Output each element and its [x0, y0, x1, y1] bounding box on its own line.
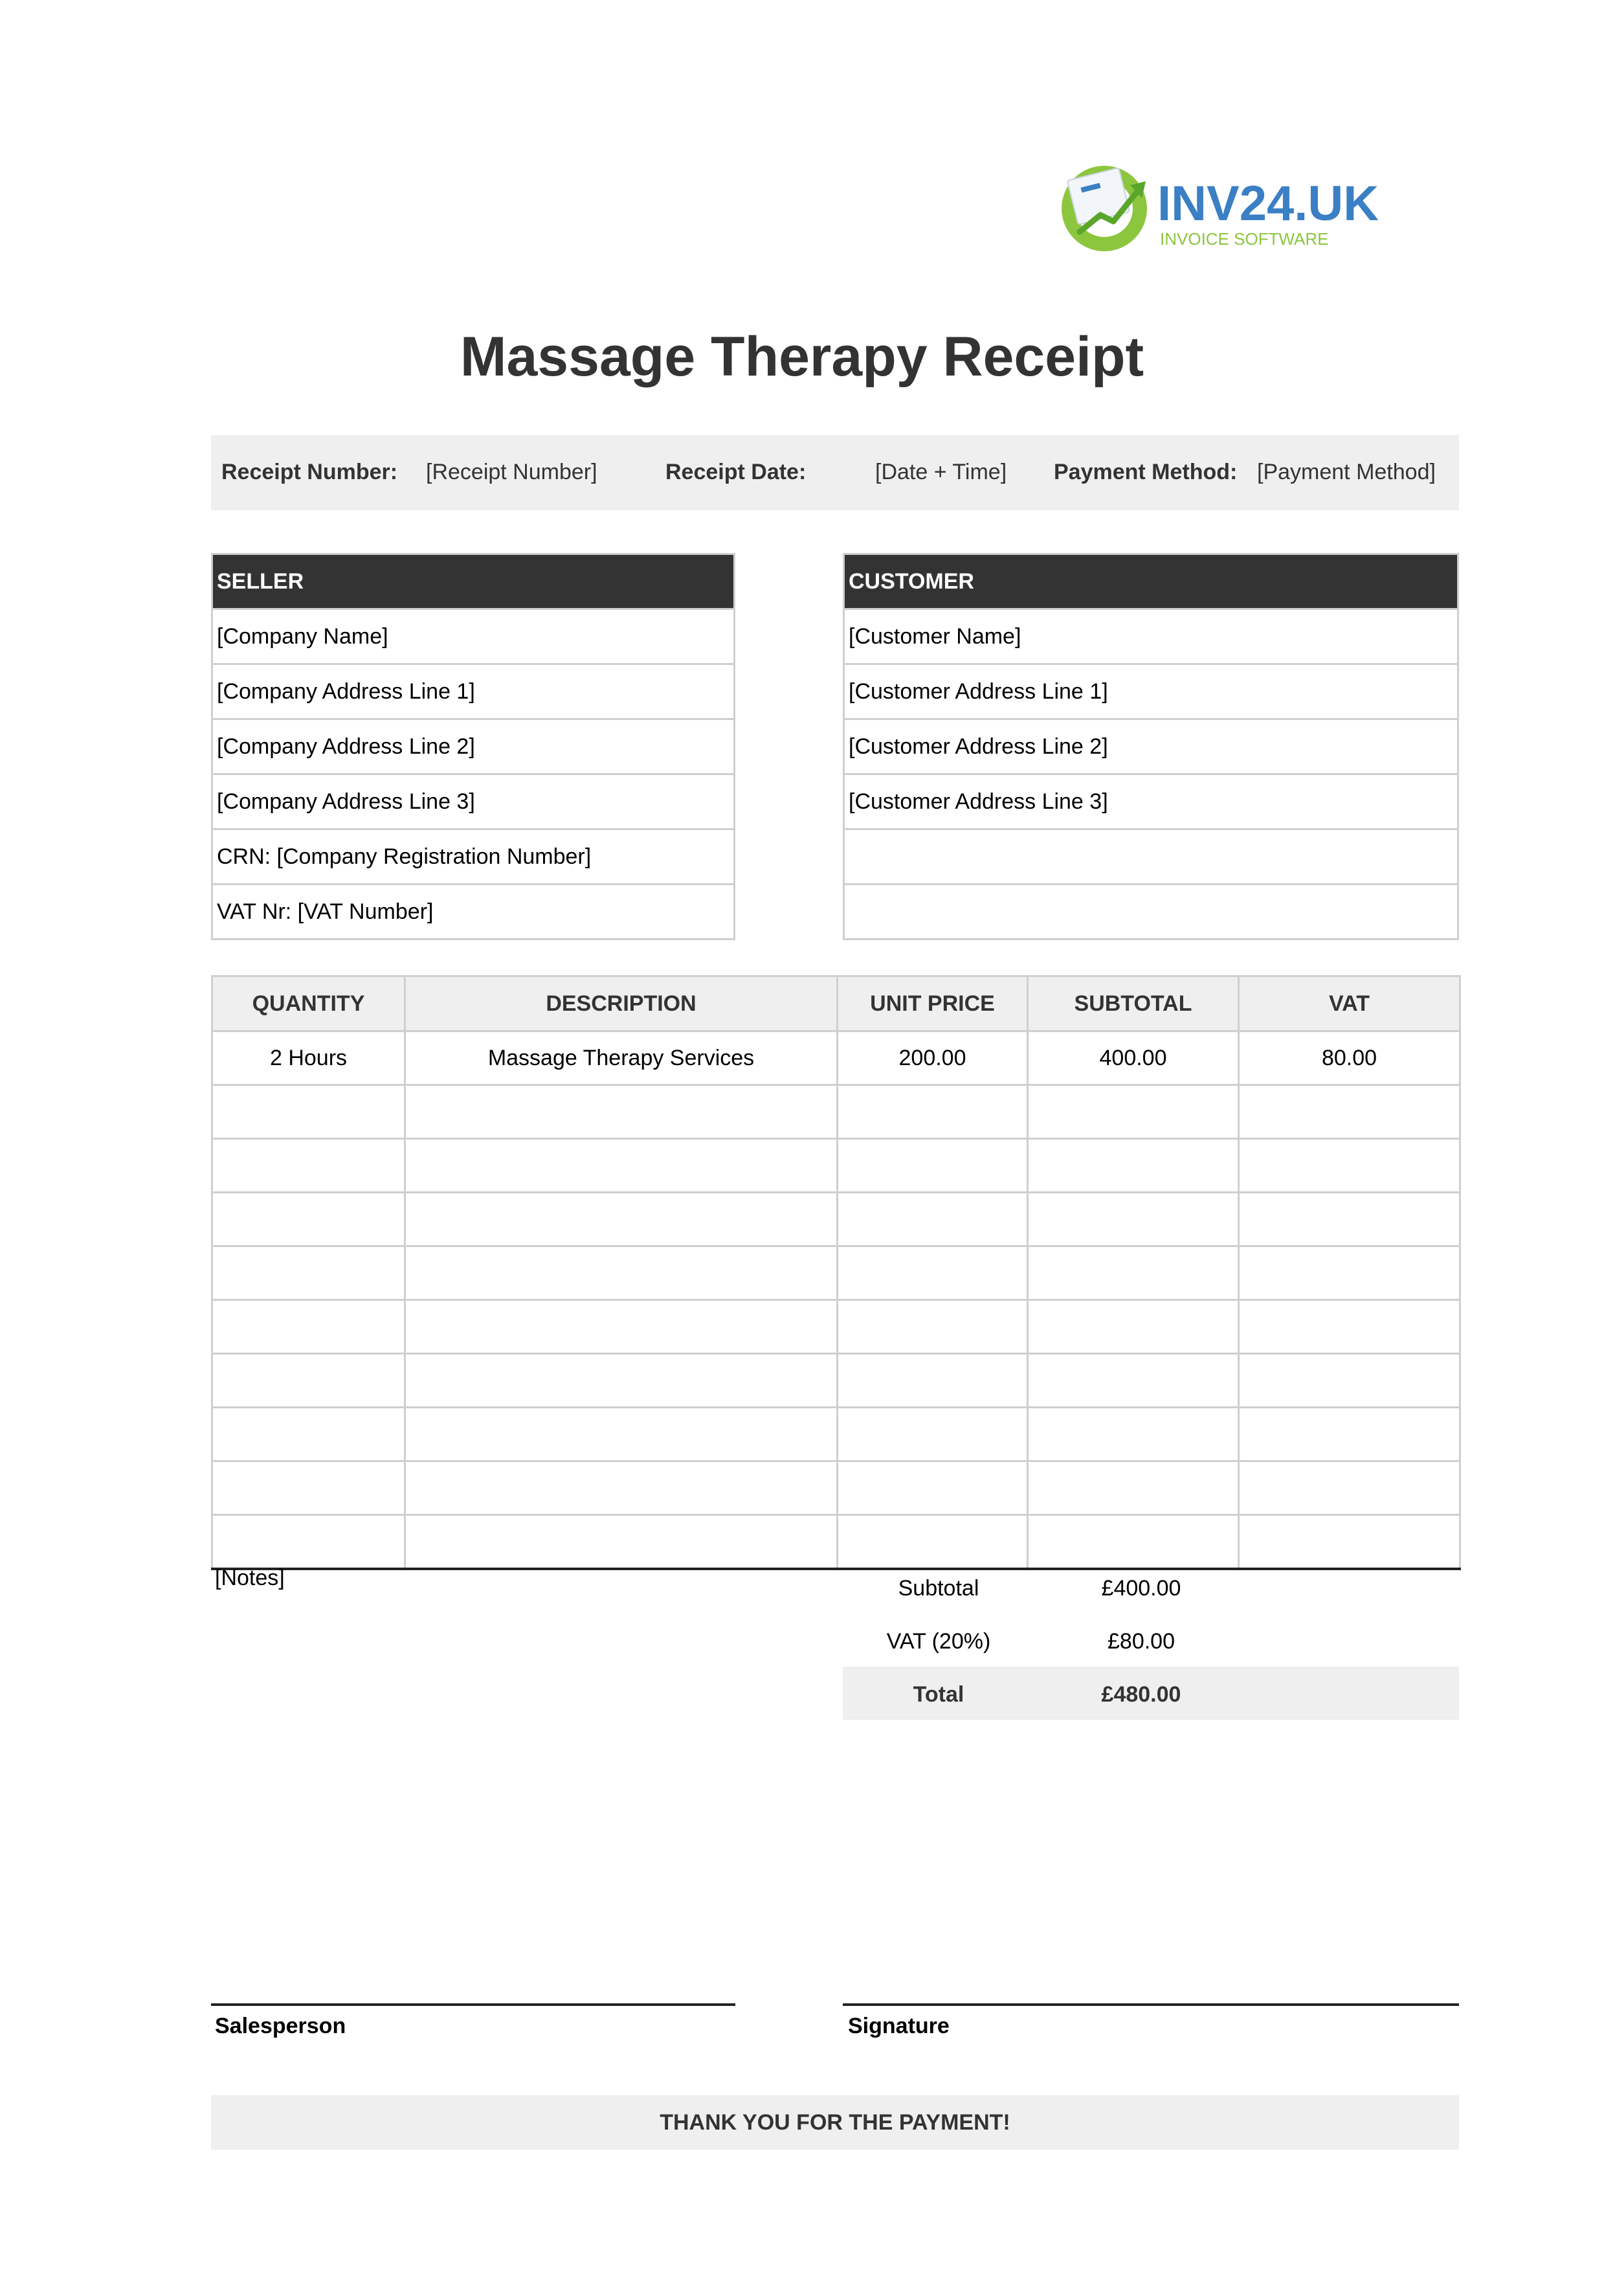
total-label: Total — [913, 1682, 964, 1707]
logo-brand: INV24.UK — [1157, 176, 1379, 231]
col-header-unit-price: UNIT PRICE — [838, 976, 1028, 1031]
receipt-meta-bar — [211, 435, 1459, 510]
signature-label: Signature — [848, 2014, 950, 2038]
cell-description — [405, 1246, 838, 1300]
cell-vat: 80.00 — [1239, 1031, 1460, 1085]
table-row — [212, 1193, 1460, 1246]
table-row — [212, 1300, 1460, 1354]
cell-description — [405, 1408, 838, 1461]
cell-unit-price — [838, 1300, 1028, 1354]
table-row — [212, 1461, 1460, 1515]
cell-subtotal — [1028, 1354, 1239, 1408]
cell-quantity — [212, 1193, 405, 1246]
seller-crn: CRN: [Company Registration Number] — [212, 829, 735, 884]
cell-unit-price: 200.00 — [838, 1031, 1028, 1085]
customer-empty-line — [844, 829, 1458, 884]
cell-quantity — [212, 1085, 405, 1139]
cell-unit-price — [838, 1461, 1028, 1515]
cell-vat — [1239, 1408, 1460, 1461]
total-value: £480.00 — [1101, 1682, 1181, 1707]
seller-address-line-2: [Company Address Line 2] — [212, 719, 735, 774]
seller-heading: SELLER — [212, 554, 735, 609]
vat-value: £80.00 — [1108, 1629, 1175, 1654]
seller-table — [211, 553, 735, 940]
table-row — [212, 1085, 1460, 1139]
table-row — [212, 1246, 1460, 1300]
cell-description — [405, 1300, 838, 1354]
payment-method-value: [Payment Method] — [1257, 460, 1436, 484]
salesperson-signature-line — [211, 2003, 735, 2006]
vat-row — [843, 1614, 1459, 1667]
vat-label: VAT (20%) — [886, 1629, 991, 1654]
items-header-row — [212, 976, 1460, 1031]
subtotal-value: £400.00 — [1101, 1576, 1181, 1601]
cell-quantity — [212, 1246, 405, 1300]
customer-name: [Customer Name] — [844, 609, 1458, 664]
cell-description — [405, 1193, 838, 1246]
col-header-subtotal: SUBTOTAL — [1028, 976, 1239, 1031]
cell-unit-price — [838, 1354, 1028, 1408]
customer-address-line-3: [Customer Address Line 3] — [844, 774, 1458, 829]
col-header-description: DESCRIPTION — [405, 976, 838, 1031]
cell-vat — [1239, 1139, 1460, 1193]
cell-subtotal — [1028, 1139, 1239, 1193]
cell-subtotal — [1028, 1085, 1239, 1139]
cell-vat — [1239, 1246, 1460, 1300]
subtotal-row — [843, 1560, 1459, 1614]
cell-quantity — [212, 1461, 405, 1515]
items-table — [211, 975, 1461, 1570]
cell-unit-price — [838, 1193, 1028, 1246]
col-header-vat: VAT — [1239, 976, 1460, 1031]
cell-unit-price — [838, 1085, 1028, 1139]
cell-unit-price — [838, 1139, 1028, 1193]
cell-description — [405, 1139, 838, 1193]
cell-subtotal — [1028, 1246, 1239, 1300]
seller-company-name: [Company Name] — [212, 609, 735, 664]
cell-subtotal — [1028, 1461, 1239, 1515]
cell-vat — [1239, 1461, 1460, 1515]
cell-unit-price — [838, 1408, 1028, 1461]
receipt-date-value: [Date + Time] — [875, 460, 1007, 484]
receipt-number-value: [Receipt Number] — [426, 460, 597, 484]
salesperson-label: Salesperson — [215, 2014, 346, 2038]
subtotal-label: Subtotal — [898, 1576, 979, 1601]
table-row — [212, 1031, 1460, 1085]
page-title: Massage Therapy Receipt — [460, 326, 1144, 388]
cell-description — [405, 1461, 838, 1515]
inv24-logo-icon — [1054, 155, 1379, 259]
cell-quantity — [212, 1139, 405, 1193]
table-row — [212, 1408, 1460, 1461]
cell-description — [405, 1515, 838, 1570]
customer-signature-line — [843, 2003, 1459, 2006]
logo-tagline: INVOICE SOFTWARE — [1160, 229, 1329, 249]
cell-description — [405, 1085, 838, 1139]
thank-you-banner: THANK YOU FOR THE PAYMENT! — [211, 2095, 1459, 2150]
customer-address-line-1: [Customer Address Line 1] — [844, 664, 1458, 719]
cell-vat — [1239, 1300, 1460, 1354]
seller-address-line-1: [Company Address Line 1] — [212, 664, 735, 719]
cell-description — [405, 1354, 838, 1408]
customer-table — [843, 553, 1459, 940]
receipt-date-label: Receipt Date: — [665, 460, 807, 484]
seller-vat-number: VAT Nr: [VAT Number] — [212, 884, 735, 940]
cell-quantity — [212, 1515, 405, 1570]
table-row — [212, 1354, 1460, 1408]
table-row — [212, 1139, 1460, 1193]
cell-quantity — [212, 1300, 405, 1354]
cell-subtotal — [1028, 1193, 1239, 1246]
cell-vat — [1239, 1085, 1460, 1139]
seller-address-line-3: [Company Address Line 3] — [212, 774, 735, 829]
cell-quantity — [212, 1408, 405, 1461]
customer-empty-line — [844, 884, 1458, 940]
cell-subtotal — [1028, 1300, 1239, 1354]
cell-quantity — [212, 1354, 405, 1408]
col-header-quantity: QUANTITY — [212, 976, 405, 1031]
notes: [Notes] — [215, 1566, 285, 1590]
customer-address-line-2: [Customer Address Line 2] — [844, 719, 1458, 774]
receipt-number-label: Receipt Number: — [221, 460, 398, 484]
cell-subtotal — [1028, 1408, 1239, 1461]
cell-vat — [1239, 1193, 1460, 1246]
payment-method-label: Payment Method: — [1054, 460, 1238, 484]
cell-vat — [1239, 1354, 1460, 1408]
cell-unit-price — [838, 1246, 1028, 1300]
total-row — [843, 1667, 1459, 1720]
cell-subtotal: 400.00 — [1028, 1031, 1239, 1085]
customer-heading: CUSTOMER — [844, 554, 1458, 609]
cell-description: Massage Therapy Services — [405, 1031, 838, 1085]
logo — [1054, 155, 1379, 259]
cell-quantity: 2 Hours — [212, 1031, 405, 1085]
